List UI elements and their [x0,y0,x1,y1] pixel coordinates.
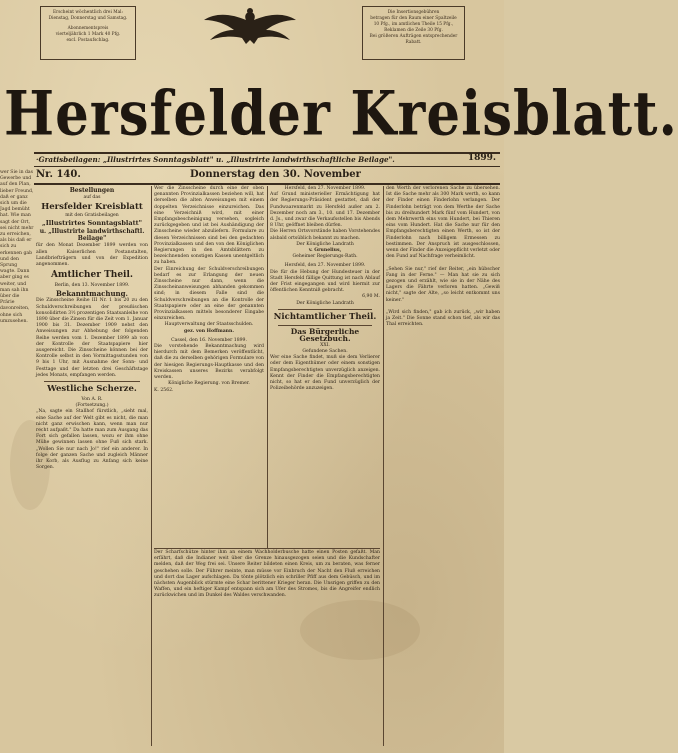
signature-role: Geheimer Regierungs-Rath. [292,254,358,260]
column-divider [383,186,384,746]
announcement-text: Die Zinsscheine Reihe III Nr. 1 bis 20 zu den Schuldverschreibungen der preußischen konsolidirten 3½ prozentigen Staatsanleihe von 1890 über die Zinsen für die Zeit vom 1. Januar 1900 bis 31. Dezember 1909 nebst den Anweisungen zur Abhebung der folgenden Reihe werden vom 1. Dezember 1899 ab von der Kontrolle der Staatspapiere hier ausgereicht. Die Zinsscheine können bei der Kontrolle selbst in den Vormittagsstunden von 9 bis 1 Uhr, mit Ausnahme der Sonn- und Festtage und der letzten drei Geschäftstage jedes Monats, empfangen werden. [36,298,148,378]
column-2-text-3: Die vorstehende Bekanntmachung wird hierdurch mit dem Bemerken veröffentlicht, daß die zu derselben gehörigen Formulare von der hiesigen Regierungs-Hauptkasse und den Kreiskassen unseres Bezirks verabfolgt werden. [154,344,264,381]
header-rule [34,183,500,185]
issue-dateline [36,169,500,183]
column-2-text-1: Wer die Zinsscheine durch eine der oben genannten Provinzialkassen beziehen will, hat derselben die alten Anweisungen mit einem doppelten Verzeichnisse einzureichen. Das eine Verzeichniß wird, mit einer Empfangsbescheinigung versehen, sogleich zurückgegeben und ist bei Aushändigung der Zinsscheine wieder abzuliefern. Formulare zu diesen Verzeichnissen sind bei den gedachten Provinzialkassen und den von den Königlichen Regierungen in den Amtsblättern zu bezeichnenden sonstigen Kassen unentgeltlich zu haben. [154,186,264,266]
supplement-2: u. „Illustrirte landwirthschaftl. Beilage" [39,228,145,243]
reference-number: K. 2562. [154,387,174,393]
column-divider [151,186,152,746]
jokes-heading: Westliche Scherze. [47,384,137,395]
section-divider [278,325,372,326]
column-3-text-2: Die Herren Ortsvorstände haben Vorstehendes alsbald ortsüblich bekannt zu machen. [270,229,380,241]
column-3-text-3: Die für die Hebung der Hundesteuer in der Stadt Hersfeld fällige Quittung ist nach Ablauf der Frist eingegangen und wird hiermit zur öffentlichen Kenntniß gebracht. [270,269,380,294]
margin-text: wer Sie in das Gewerbe und auf den Plan, lieber Freund, daß er ganz sich um die Jagd bemüht hat. Wie man sagt der Ort, sei nicht mehr zu erreichen, als bis daß er sich zu erkennen gab und den Sprung wagte. Dann aber ging es weiter, und man sah ihn über die Prärie davonreiten, ohne sich umzusehen. [0,170,34,324]
box-line: Bei größeren Aufträgen entsprechender [369,34,458,39]
header-rule [34,166,500,167]
subscription-info-box [40,6,136,60]
signature-name: gez. von Hoffmann. [184,328,234,334]
eagle-emblem-icon [202,6,298,48]
story-continuation [154,550,380,748]
amount: 6,90 M. [362,294,380,300]
masthead-title: Hersfelder Kreisblatt. [4,78,678,150]
signature-title: Hauptverwaltung der Staatsschulden. [164,322,254,328]
box-line: excl. Postaufschlag. [66,38,110,43]
jokes-author: Von A. R. [81,397,103,403]
box-line: Erscheint wöchentlich drei Mal: [53,10,123,15]
order-text: für den Monat Dezember 1899 werden von allen Kaiserlichen Postanstalten, Landbriefträgern und von der Expedition angenommen. [36,243,148,268]
section-divider [154,548,380,549]
column-4-text: den Werth der verlorenen Sache zu übersehen. Ist die Sache mehr als 300 Mark werth, so kann der Finder einen Finderlohn verlangen. Der Finderlohn beträgt von dem Werthe der Sache bis zu dreihundert Mark fünf vom Hundert, von dem Mehrwerth eins vom Hundert, bei Thieren eins vom Hundert. Hat die Sache nur für den Empfangsberechtigten einen Werth, so ist der Finderlohn nach billigem Ermessen zu bestimmen. Der Anspruch ist ausgeschlossen, wenn der Finder die Anzeigepflicht verletzt oder den Fund auf Nachfrage verheimlicht. „Sehen Sie nur," rief der Reiter, „ein hübscher Fang in der Ferne." — Man hat sie zu sich gezogen und erzählt, wie sie in der Nähe des Lagers die Fährte verloren hatten. „Gewiß nicht," sagte der Alte, „so leicht entkommt uns keiner." „Wird sich finden," gab ich zurück, „wir haben ja Zeit." Die Sonne stand schon tief, als wir das Thal erreichten. [386,186,500,328]
section-divider [44,381,140,382]
column-2-text-2: Der Einreichung der Schuldverschreibungen bedarf es zur Erlangung der neuen Zinsscheine nur dann, wenn die Zinsscheinanweisungen abhanden gekommen sind; in diesem Falle sind die Schuldverschreibungen an die Kontrolle der Staatspapiere oder an eine der genannten Provinzialkassen mittels besonderer Eingabe einzureichen. [154,266,264,322]
signature-2: Königliche Regierung. von Bremer. [168,381,250,387]
with-supplements: mit den Gratisbeilagen [65,213,119,219]
supplements-line: ·Gratisbeilagen: „Illustrirtes Sonntagsblatt" u. „Illustrirte landwirthschaftliche Beilage". [36,155,395,164]
official-date: Berlin, den 13. November 1899. [54,283,130,289]
box-line: vierteljährlich 1 Mark 40 Pfg. [55,32,121,37]
box-line: Dienstag, Donnerstag und Samstag. [48,16,128,21]
section-divider [278,309,372,310]
box-line: Die Insertionsgebühren [387,10,440,15]
box-line: Abonnementspreis [67,26,109,31]
column-3-text-1: Auf Grund ministerieller Ermächtigung hat der Regierungs-Präsident gestattet, daß der Fundwaarenmarkt zu Hersfeld außer am 2. Dezember noch am 3., 10. und 17. Dezember d. Js., und zwar die Verkaufsstellen bis Abends 8 Uhr, geöffnet bleiben dürfen. [270,192,380,229]
law-text: Wer eine Sache findet, muß sie dem Verlierer oder dem Eigenthümer oder einem sonstigen Empfangsberechtigten unverzüglich anzeigen. Kennt der Finder die Empfangsberechtigten nicht, so hat er den Fund unverzüglich der Polizeibehörde anzuzeigen. [270,355,380,392]
box-line: Reklamen die Zeile 30 Pfg. [384,28,443,33]
box-line: 10 Pfg., im amtlichen Theile 15 Pfg., [373,22,454,27]
issue-date: Donnerstag den 30. November [190,169,361,180]
announcement-heading: Bekanntmachung. [56,289,128,299]
law-heading: Das Bürgerliche Gesetzbuch. [290,326,360,343]
header-rule [34,152,500,154]
advertising-rates-box [362,6,465,60]
column-2 [154,186,264,546]
place-date: Hersfeld, den 27. November 1899. [284,186,366,191]
law-subheading: Gefundene Sachen. [302,349,348,355]
supplement-1: „Illustrirtes Sonntagsblatt" [41,219,142,228]
column-3 [270,186,380,546]
order-sub: auf das [83,195,101,200]
year-label: 1899. [467,153,496,163]
law-number: XXI. [320,342,330,348]
official-heading: Amtlicher Theil. [50,270,134,281]
signature-name: v. Grunelius, [308,248,342,254]
unofficial-heading: Nichtamtlicher Theil. [273,311,377,322]
order-heading: Bestellungen [69,187,115,194]
paper-name: Hersfelder Kreisblatt [41,202,143,213]
column-divider [267,186,268,548]
signature-title: Der Königliche Landrath [296,241,354,247]
jokes-text: „Na, sagte ein Stallhof fürstlich, „sieht mal, eine Sache auf der Welt gibt es nicht, die man nicht ganz erwischen kann, wenn man nur recht aufpaßt." Da hatte man zum Ausgang das Fort sich gefallen lassen, wozu er ihm ohne Mühe gewinnen lassen ohne Fuß sich stark. „Wollen Sie nur nach Jo!" rief ein anderer. In folge der ganzen Sache und zugleich Männer ihr Korb, als Ausflug zu Anfang sich keine Sorgen. [36,409,148,471]
place-date: Cassel, den 16. November 1899. [171,337,247,343]
signature-2: Der Königliche Landrath [296,300,354,306]
jokes-sub: (Fortsetzung.) [75,403,109,409]
column-1 [36,186,148,746]
story-text: Der Scharfschütze hinter ihm an einem Wachholderbusche hatte einen Posten gefaßt. Man erfährt, daß die Indianer weit über die Grenze hinausgezogen seien und die Kundschafter melden, daß der Weg frei sei. Unsere Reiter bildeten einen Kreis, um zu beraten, was ferner geschehen solle. Der Führer meinte, man müsse vor Einbruch der Nacht den Fluß erreichen und dort das Lager aufschlagen. Da tönte plötzlich ein schriller Pfiff aus dem Gebüsch, und im nächsten Augenblick stürmte eine Schar berittener Krieger heran. Die Unsrigen griffen zu den Waffen, und ein heftiger Kampf entspann sich am Ufer des Stromes, bis die Angreifer endlich zurückwichen und im Dunkel des Waldes verschwanden. [154,550,380,599]
issue-number: Nr. 140. [36,169,81,180]
box-line: Rabatt. [405,40,422,45]
place-date-2: Hersfeld, den 27. November 1899. [284,263,366,269]
column-4 [386,186,500,746]
box-line: betragen für den Raum einer Spaltzeile [370,16,457,21]
